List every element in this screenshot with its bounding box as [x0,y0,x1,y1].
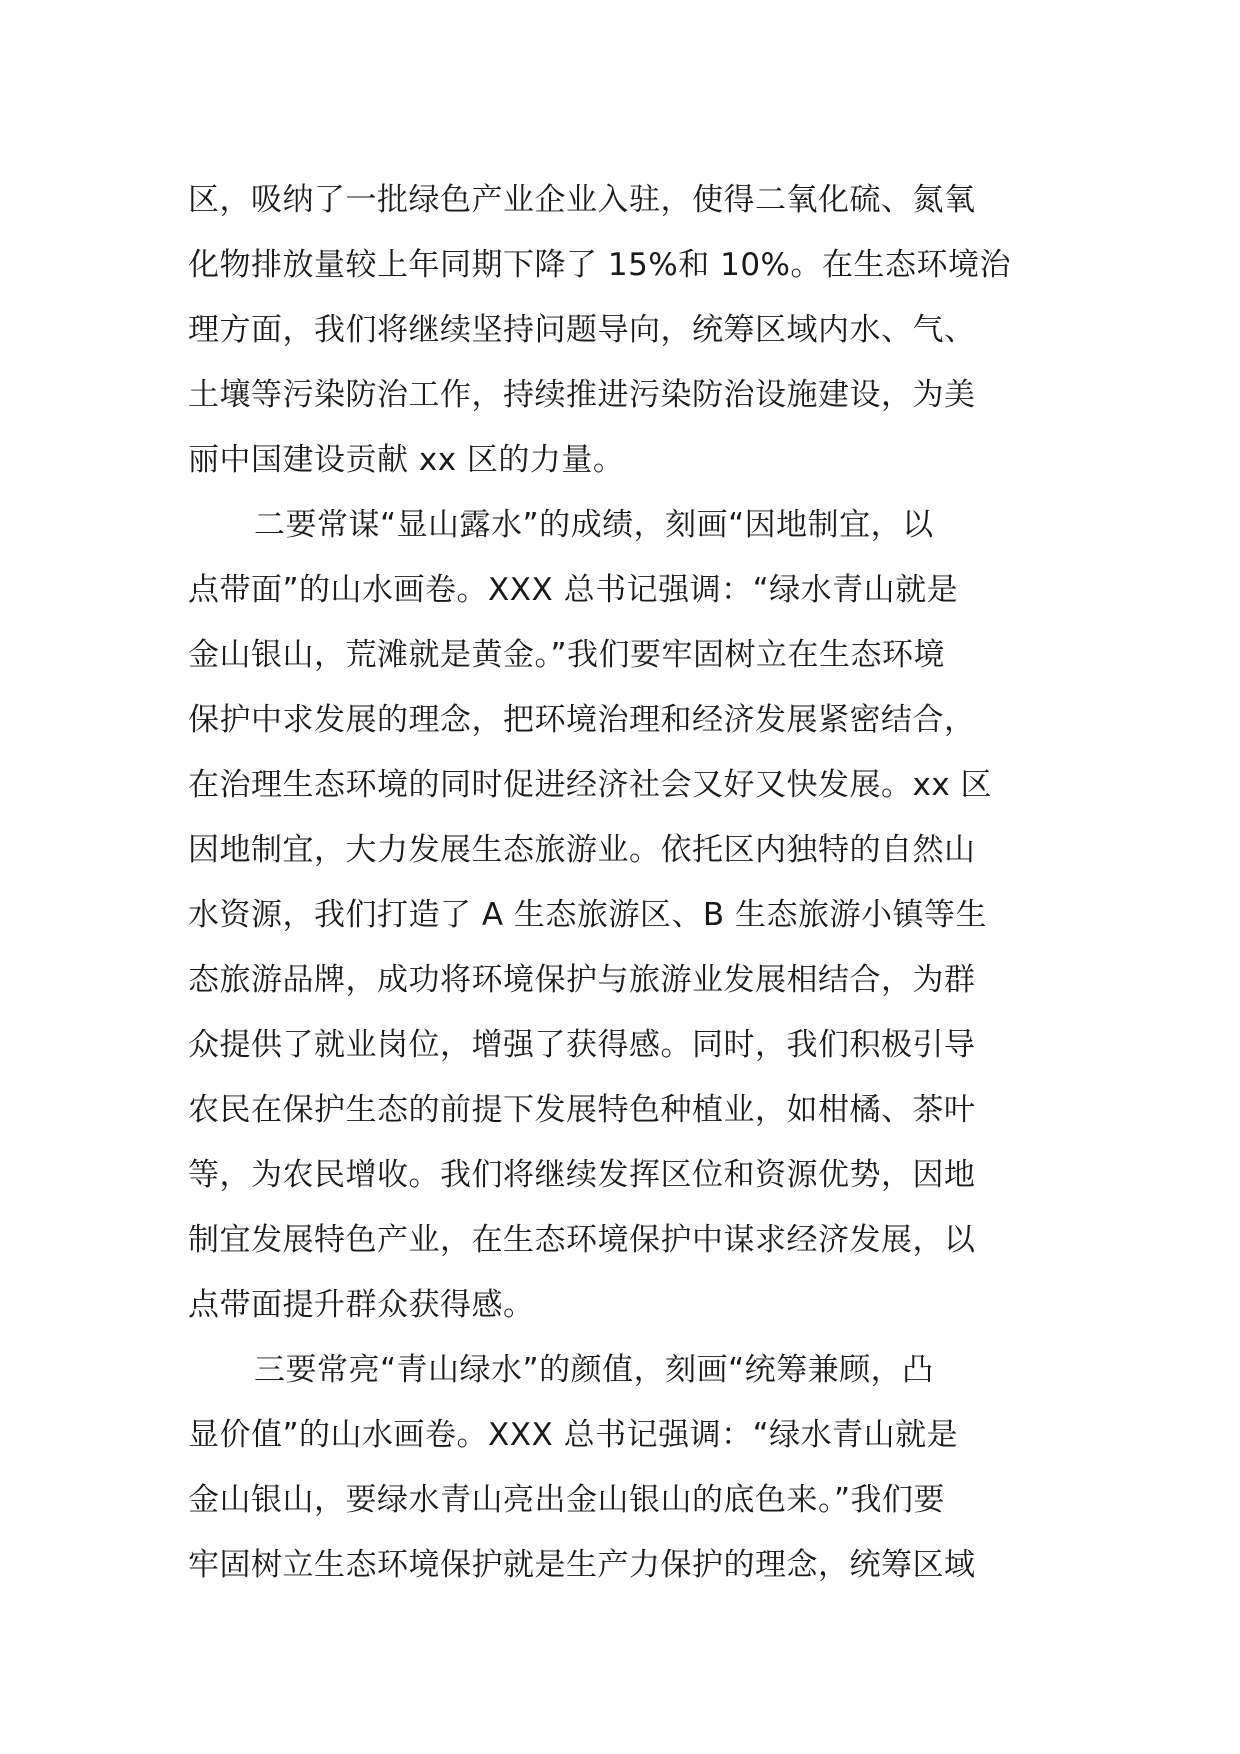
text-line: 水资源，我们打造了 A 生态旅游区、B 生态旅游小镇等生 [188,897,988,933]
text-line: 在治理生态环境的同时促进经济社会又好又快发展。xx 区 [188,767,993,803]
paragraph-start-line: 三要常亮“青山绿水”的颜值，刻画“统筹兼顾，凸 [254,1352,934,1388]
text-line: 点带面”的山水画卷。XXX 总书记强调：“绿水青山就是 [188,572,959,608]
text-line: 丽中国建设贡献 xx 区的力量。 [188,442,625,478]
text-line: 理方面，我们将继续坚持问题导向，统筹区域内水、气、 [188,312,976,348]
paragraph-start-line: 二要常谋“显山露水”的成绩，刻画“因地制宜，以 [254,507,934,543]
text-line: 点带面提升群众获得感。 [188,1287,535,1323]
text-line: 化物排放量较上年同期下降了 15%和 10%。在生态环境治 [188,247,1012,283]
text-line: 制宜发展特色产业，在生态环境保护中谋求经济发展，以 [188,1222,976,1258]
text-line: 众提供了就业岗位，增强了获得感。同时，我们积极引导 [188,1027,976,1063]
text-line: 保护中求发展的理念，把环境治理和经济发展紧密结合， [188,702,976,738]
text-line: 金山银山，要绿水青山亮出金山银山的底色来。”我们要 [188,1482,946,1518]
text-line: 牢固树立生态环境保护就是生产力保护的理念，统筹区域 [188,1547,976,1583]
text-line: 等，为农民增收。我们将继续发挥区位和资源优势，因地 [188,1157,976,1193]
text-line: 金山银山，荒滩就是黄金。”我们要牢固树立在生态环境 [188,637,946,673]
text-line: 土壤等污染防治工作，持续推进污染防治设施建设，为美 [188,377,976,413]
text-line: 区，吸纳了一批绿色产业企业入驻，使得二氧化硫、氮氧 [188,182,976,218]
text-line: 农民在保护生态的前提下发展特色种植业，如柑橘、茶叶 [188,1092,976,1128]
text-line: 因地制宜，大力发展生态旅游业。依托区内独特的自然山 [188,832,976,868]
text-line: 态旅游品牌，成功将环境保护与旅游业发展相结合，为群 [188,962,976,998]
document-body [188,168,1068,1598]
text-line: 显价值”的山水画卷。XXX 总书记强调：“绿水青山就是 [188,1417,959,1453]
